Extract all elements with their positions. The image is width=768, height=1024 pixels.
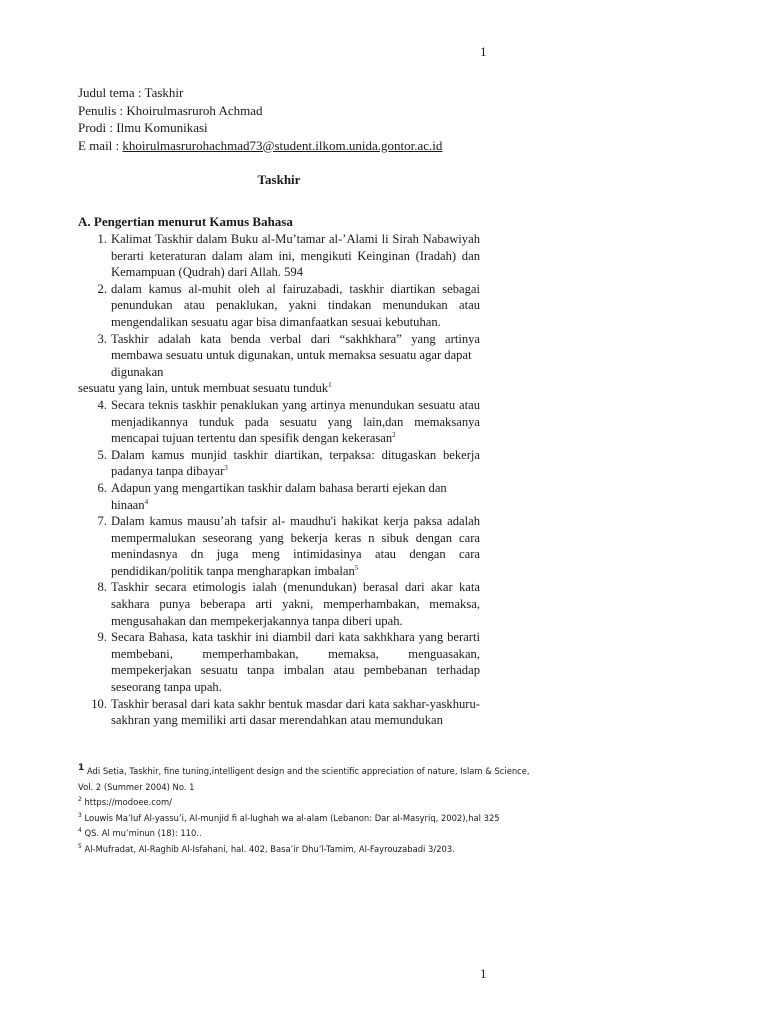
list-item-text-wrap (111, 397, 480, 447)
list-item (78, 480, 480, 513)
footnote-mark: 3 (78, 811, 82, 819)
list-item-line: digunakan (111, 364, 164, 379)
list-item (78, 629, 480, 695)
footnote-ref[interactable]: 1 (328, 381, 332, 390)
footnote (78, 811, 508, 827)
section-heading: A. Pengertian menurut Kamus Bahasa (78, 214, 293, 229)
list-item-text: Dalam kamus mausu’ah tafsir al- maudhu'i hakikat kerja paksa adalah mempermalukan seseorang yang bekerja keras n sibuk dengan cara menindasnya dn juga meng intimidasinya atau dengan cara pendidikan/politik tanpa mengharapkan imbalan (111, 514, 480, 578)
footnote (78, 763, 530, 780)
footnote-text: Al-Mufradat, Al-Raghib Al-Isfahani, hal. 402, Basa’ir Dhu’l-Tamim, Al-Fayrouzabadi 3/203. (84, 843, 455, 854)
list-item-number: 8. (97, 580, 107, 595)
footnote-ref[interactable]: 2 (392, 430, 396, 439)
list-item-line (78, 380, 480, 397)
footnote-mark: 5 (78, 843, 82, 851)
meta-email-label: E mail : (78, 137, 123, 153)
list-item-line: membawa sesuatu untuk digunakan, untuk memaksa sesuatu agar dapat (111, 348, 472, 363)
list-item-text (78, 331, 480, 397)
list-item-number: 5. (97, 447, 107, 462)
list-item-text: Taskhir secara etimologis ialah (menundukan) berasal dari akar kata sakhara punya beberapa arti yakni, memperhambakan, memaksa, mengusahakan dan mempekerjakannya tanpa diberi upah. (111, 580, 480, 628)
meta-theme: Judul tema : Taskhir (78, 85, 184, 100)
document-title: Taskhir (257, 172, 301, 187)
list-item-text: Dalam kamus munjid taskhir diartikan, terpaksa: ditugaskan bekerja padanya tanpa dibayar (111, 447, 480, 479)
list-item-text: Secara teknis taskhir penaklukan yang artinya menundukan sesuatu atau menjadikannya tunduk pada sesuatu yang lain,dan memaksanya mencapai tujuan tertentu dan spesifik dengan kekerasan (111, 397, 480, 446)
footnote-ref[interactable]: 4 (144, 497, 149, 506)
definition-list (78, 231, 480, 729)
list-item-text: Secara Bahasa, kata taskhir ini diambil dari kata sakhkhara yang berarti membebani, memperhambakan, memaksa, menguasakan, mempekerjakan sesuatu tanpa imbalan atau pembebanan terhadap seseorang tanpa upah. (111, 630, 480, 695)
list-item-number: 4. (97, 397, 107, 412)
list-item-number: 10. (91, 696, 107, 711)
footnote-ref[interactable]: 3 (224, 464, 228, 473)
list-item (78, 397, 480, 447)
list-item (78, 331, 480, 397)
list-item-text: Adapun yang mengartikan taskhir dalam bahasa berarti ejekan dan hinaan (111, 480, 447, 512)
list-item-line: Taskhir adalah kata benda verbal dari “sakhkhara” yang artinya (111, 331, 480, 346)
footnote-text[interactable]: https://modoee.com/ (84, 797, 172, 808)
footnotes (78, 763, 530, 858)
meta-program: Prodi : Ilmu Komunikasi (78, 120, 208, 135)
footnote-text: Adi Setia, Taskhir, fine tuning,intelligent design and the scientific appreciation of nature, Islam & Science, (86, 766, 530, 776)
list-item (78, 696, 480, 729)
list-item-text: Taskhir berasal dari kata sakhr bentuk masdar dari kata sakhar-yaskhuru-sakhran yang memiliki arti dasar merendahkan atau memundukan (111, 696, 480, 728)
list-item-number: 3. (97, 331, 107, 346)
meta-author: Penulis : Khoirulmasruroh Achmad (78, 102, 263, 118)
list-item (78, 231, 480, 281)
footnote-text: QS. Al mu’minun (18): 110.. (84, 828, 202, 839)
footnote-continuation: Vol. 2 (Summer 2004) No. 1 (78, 781, 195, 792)
list-item-line-text: sesuatu yang lain, untuk membuat sesuatu tunduk (78, 381, 329, 396)
list-item (78, 513, 480, 579)
footnote-mark: 4 (78, 827, 82, 835)
page-number-top: 1 (480, 44, 487, 59)
list-item-text: Kalimat Taskhir dalam Buku al-Mu’tamar al-’Alami li Sirah Nabawiyah berarti keteraturan dalam alam ini, mengikuti Keinginan (Iradah) dan Kemampuan (Qudrah) dari Allah. 594 (111, 232, 480, 280)
list-item-number: 9. (97, 630, 107, 645)
list-item-text-wrap (111, 513, 480, 579)
list-item-number: 7. (97, 514, 107, 529)
footnote (78, 826, 508, 842)
list-item-text-wrap (111, 480, 480, 513)
page-number-bottom: 1 (480, 966, 487, 981)
footnote-mark: 1 (78, 763, 85, 774)
footnote (78, 842, 508, 858)
footnote-ref[interactable]: 5 (354, 563, 359, 572)
list-item (78, 579, 480, 629)
footnote-text: Louwis Ma’luf Al-yassu’i, Al-munjid fi al-lughah wa al-alam (Lebanon: Dar al-Masyriq, 2002),hal 325 (84, 812, 500, 823)
list-item-text: dalam kamus al-muhit oleh al fairuzabadi, taskhir diartikan sebagai penundukan atau penaklukan, yakni tindakan menundukan atau mengendalikan sesuatu agar bisa dimanfaatkan sesuai kebutuhan. (111, 281, 480, 329)
list-item-number: 1. (97, 232, 107, 246)
meta-email-line (78, 137, 498, 155)
list-item-text-wrap (111, 447, 480, 480)
list-item-number: 2. (97, 281, 107, 296)
list-item (78, 281, 480, 331)
footnote (78, 795, 508, 811)
document-meta (78, 84, 498, 154)
list-item-number: 6. (97, 480, 107, 495)
email-link[interactable]: khoirulmasrurohachmad73@student.ilkom.unida.gontor.ac.id (122, 137, 443, 153)
list-item (78, 447, 480, 480)
footnote-mark: 2 (78, 796, 82, 804)
